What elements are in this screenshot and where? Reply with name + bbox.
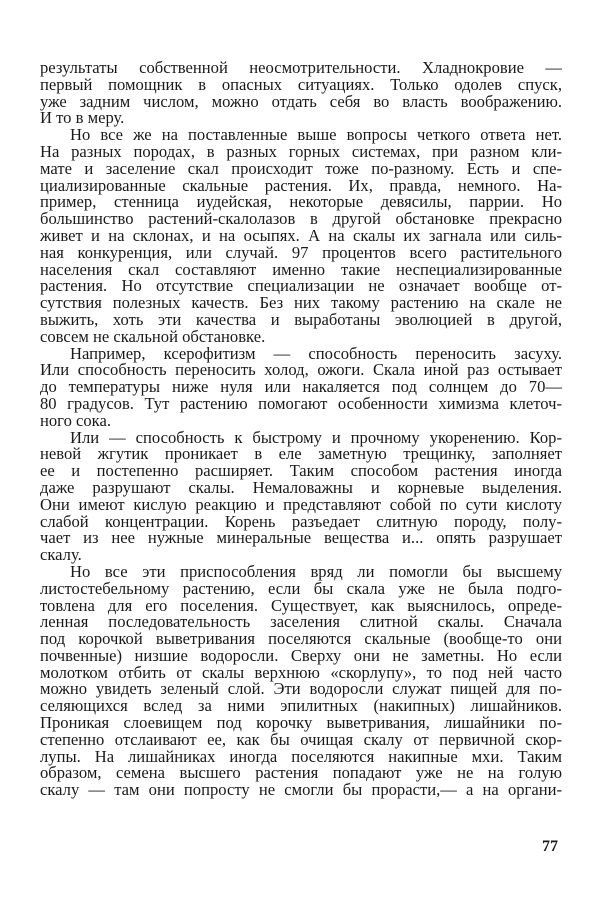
- text-line: почвенные) низшие водоросли. Сверху они не заметны. Но если: [40, 645, 562, 665]
- text-line: ная конкуренция, или случай. 97 процентов всего растительного: [40, 242, 562, 262]
- text-line: селяющихся вслед за ними эпилитных (накипных) лишайников.: [40, 696, 562, 716]
- text-line: до температуры ниже нуля или накаляется под солнцем до 70—: [40, 377, 562, 397]
- text-line: большинство растений-скалолазов в другой обстановке прекрасно: [40, 209, 562, 229]
- text-line: ного сока.: [40, 410, 112, 430]
- text-line: уже задним числом, можно отдать себя во власть воображению.: [40, 91, 562, 111]
- text-line: можно увидеть зеленый слой. Эти водоросли служат пищей для по-: [40, 679, 562, 699]
- text-line: циализированные скальные растения. Их, правда, немного. На-: [40, 175, 562, 195]
- text-line: даже разрушают скалы. Немаловажны и корневые выделения.: [40, 477, 562, 497]
- text-line: И то в меру.: [40, 108, 125, 128]
- text-line: ее и постепенно расширяет. Таким способом растения иногда: [40, 461, 562, 481]
- text-line: Но все эти приспособления вряд ли помогли бы высшему: [70, 561, 562, 581]
- text-line: растения. Но отсутствие специализации не означает вообще от-: [40, 276, 562, 296]
- text-line: мате и заселение скал происходит тоже по-разному. Есть и спе-: [40, 158, 562, 178]
- text-line: товлена для его поселения. Существует, как выяснилось, опреде-: [40, 595, 562, 615]
- page-number: 77: [542, 838, 558, 855]
- paragraph: [40, 127, 562, 345]
- text-line: Проникая слоевищем под корочку выветривания, лишайники по-: [40, 713, 562, 733]
- paragraph: [40, 343, 562, 430]
- text-line: ленная последовательность заселения слитной скалы. Сначала: [40, 612, 562, 632]
- text-line: пример, стенница иудейская, некоторые девясилы, паррии. Но: [40, 192, 562, 212]
- text-line: скалу.: [40, 545, 82, 565]
- paragraph: [40, 427, 562, 565]
- text-line: лупы. На лишайниках иногда поселяются накипные мхи. Таким: [40, 746, 562, 766]
- text-line: Например, ксерофитизм — способность переносить засуху.: [70, 343, 562, 363]
- text-line: первый помощник в опасных ситуациях. Только одолев спуск,: [40, 74, 562, 94]
- text-line: живет и на склонах, и на осыпях. А на скалы их загнала или силь-: [40, 225, 562, 245]
- text-line: совсем не скальной обстановке.: [40, 326, 266, 346]
- text-line: Или способность переносить холод, ожоги. Скала иной раз остывает: [40, 360, 562, 380]
- text-line: 80 градусов. Тут растению помогают особенности химизма клеточ-: [40, 393, 562, 413]
- body-text: [40, 60, 562, 799]
- text-line: Они имеют кислую реакцию и представляют собой по сути кислоту: [40, 494, 562, 514]
- text-line: скалу — там они попросту не смогли бы прорасти,— а на органи-: [40, 780, 562, 800]
- paragraph: [40, 561, 562, 800]
- text-line: Но все же на поставленные выше вопросы четкого ответа нет.: [70, 125, 562, 145]
- text-line: невой жгутик проникает в еле заметную трещинку, заполняет: [40, 444, 562, 464]
- text-line: населения скал составляют именно такие неспециализированные: [40, 259, 562, 279]
- text-line: чает из нее нужные минеральные вещества и... опять разрушает: [40, 528, 562, 548]
- text-line: результаты собственной неосмотрительности. Хладнокровие —: [40, 58, 562, 77]
- text-line: молотком отбить от скалы верхнюю «скорлупу», то под ней часто: [40, 662, 562, 682]
- text-line: выжить, хоть эти качества и выработаны эволюцией в другой,: [40, 309, 562, 329]
- text-line: Или — способность к быстрому и прочному укоренению. Кор-: [70, 427, 562, 447]
- text-line: образом, семена высшего растения попадают уже не на голую: [40, 763, 562, 783]
- text-line: под корочкой выветривания поселяются скальные (вообще-то они: [40, 629, 562, 649]
- text-line: слабой концентрации. Корень разъедает слитную породу, полу-: [40, 511, 562, 531]
- text-line: листостебельному растению, если бы скала уже не была подго-: [40, 578, 562, 598]
- text-line: степенно отслаивают ее, как бы очищая скалу от первичной скор-: [40, 729, 562, 749]
- text-line: сутствия полезных качеств. Без них такому растению на скале не: [40, 293, 562, 313]
- text-line: На разных породах, в разных горных системах, при разном кли-: [40, 141, 562, 161]
- paragraph: [40, 60, 562, 127]
